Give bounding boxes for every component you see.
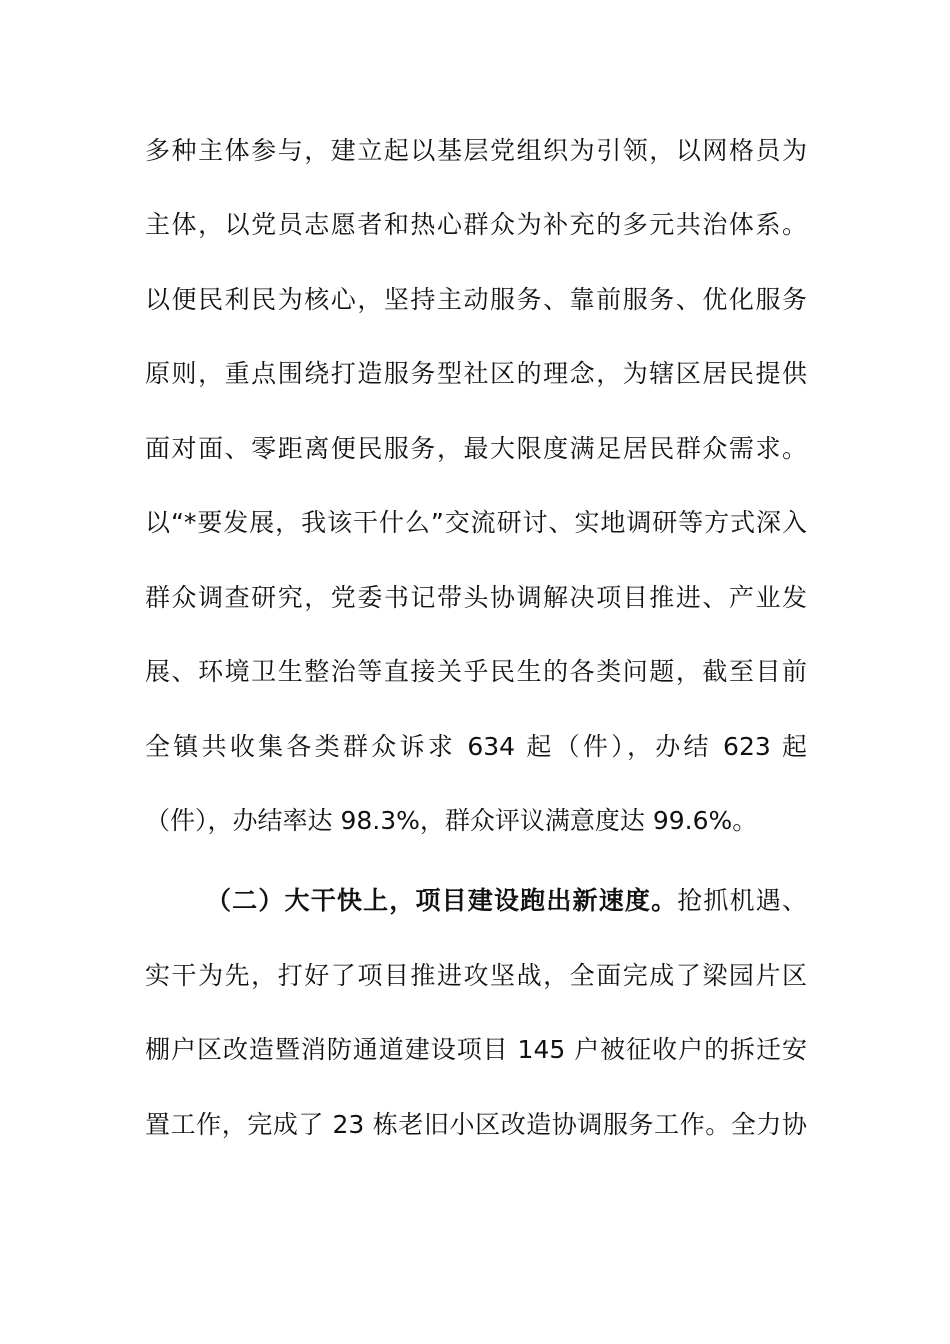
- paragraph-line: 群众调查研究，党委书记带头协调解决项目推进、产业发: [145, 583, 807, 612]
- paragraph-line: 多种主体参与，建立起以基层党组织为引领，以网格员为: [145, 136, 807, 165]
- paragraph-line: （件），办结率达 98.3%，群众评议满意度达 99.6%。: [145, 806, 758, 835]
- section-first-line-text: 抢抓机遇、: [677, 886, 807, 915]
- paragraph-line: 实干为先，打好了项目推进攻坚战，全面完成了梁园片区: [145, 961, 807, 990]
- paragraph-line: 置工作，完成了 23 栋老旧小区改造协调服务工作。全力协: [145, 1110, 807, 1139]
- section-heading: （二）大干快上，项目建设跑出新速度。: [206, 886, 678, 915]
- paragraph-line: 原则，重点围绕打造服务型社区的理念，为辖区居民提供: [145, 359, 807, 388]
- paragraph-line: 全镇共收集各类群众诉求 634 起（件），办结 623 起: [145, 732, 807, 761]
- paragraph-line: 以“*要发展，我该干什么”交流研讨、实地调研等方式深入: [145, 508, 807, 537]
- paragraph-line: 棚户区改造暨消防通道建设项目 145 户被征收户的拆迁安: [145, 1035, 807, 1064]
- paragraph-line: 展、环境卫生整治等直接关乎民生的各类问题，截至目前: [145, 657, 807, 686]
- paragraph-line: 主体，以党员志愿者和热心群众为补充的多元共治体系。: [145, 210, 807, 239]
- section-first-line: [206, 885, 807, 917]
- paragraph-line: 面对面、零距离便民服务，最大限度满足居民群众需求。: [145, 434, 807, 463]
- paragraph-line: 以便民利民为核心，坚持主动服务、靠前服务、优化服务: [145, 285, 807, 314]
